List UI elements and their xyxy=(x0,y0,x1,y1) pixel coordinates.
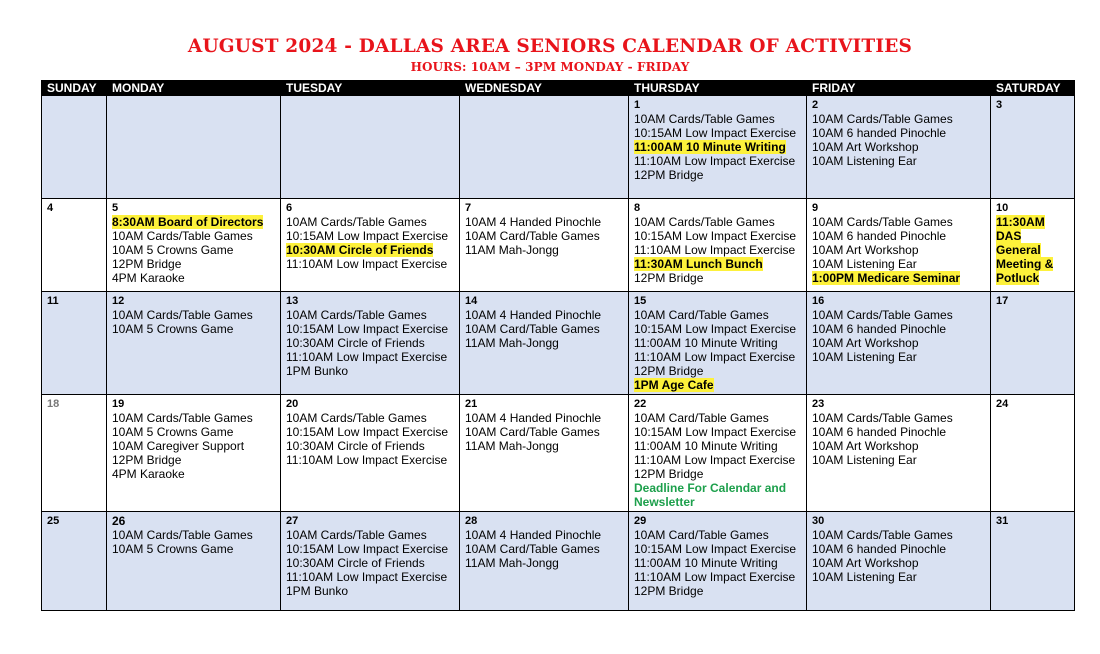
event-item: 10AM Cards/Table Games xyxy=(812,215,953,229)
day-number: 1 xyxy=(634,99,641,111)
day-number: 5 xyxy=(112,202,119,214)
day-number: 21 xyxy=(465,398,478,410)
event-item-highlighted xyxy=(996,215,1069,229)
day-number: 2 xyxy=(812,99,819,111)
event-item-highlighted xyxy=(996,243,1069,257)
event-item: 10:15AM Low Impact Exercise xyxy=(634,126,797,140)
day-cell xyxy=(281,292,460,395)
day-number: 10 xyxy=(996,202,1009,214)
event-item: 10AM Cards/Table Games xyxy=(812,528,953,542)
day-cell xyxy=(991,199,1075,292)
event-item: 11:00AM 10 Minute Writing xyxy=(634,336,778,350)
event-item: 10AM 5 Crowns Game xyxy=(112,243,234,257)
event-item: 11AM Mah-Jongg xyxy=(465,439,559,453)
event-item: 10AM Art Workshop xyxy=(812,243,919,257)
header-tuesday: TUESDAY xyxy=(281,81,460,96)
day-number: 22 xyxy=(634,398,647,410)
event-item: 10AM Card/Table Games xyxy=(634,411,769,425)
event-item: 10AM 5 Crowns Game xyxy=(112,425,234,439)
day-number: 31 xyxy=(996,515,1009,527)
day-cell xyxy=(42,292,107,395)
week-row xyxy=(42,395,1075,512)
event-highlight-text: 1PM Age Cafe xyxy=(634,378,714,392)
event-item: 12PM Bridge xyxy=(634,467,704,481)
event-item-highlighted xyxy=(996,229,1069,243)
day-cell xyxy=(42,512,107,611)
day-cell xyxy=(991,96,1075,199)
event-item: 11:10AM Low Impact Exercise xyxy=(286,257,448,271)
day-cell xyxy=(42,199,107,292)
event-item: 10:30AM Circle of Friends xyxy=(286,336,425,350)
day-number: 15 xyxy=(634,295,647,307)
event-item: 10:15AM Low Impact Exercise xyxy=(634,425,797,439)
event-item: 10:15AM Low Impact Exercise xyxy=(634,229,797,243)
day-cell xyxy=(460,199,629,292)
event-item: 10AM Listening Ear xyxy=(812,570,917,584)
event-item: 10AM Art Workshop xyxy=(812,439,919,453)
event-item: 10AM 4 Handed Pinochle xyxy=(465,215,602,229)
event-item: 4PM Karaoke xyxy=(112,271,185,285)
event-item-highlighted xyxy=(996,271,1069,285)
event-highlight-text: 11:00AM 10 Minute Writing xyxy=(634,140,786,154)
day-cell xyxy=(107,292,281,395)
event-item: 1PM Bunko xyxy=(286,584,349,598)
event-item: 11:10AM Low Impact Exercise xyxy=(286,453,448,467)
day-number: 19 xyxy=(112,398,125,410)
day-number: 16 xyxy=(812,295,825,307)
day-number: 6 xyxy=(286,202,293,214)
event-item: 10AM Card/Table Games xyxy=(634,308,769,322)
event-item: 10AM Art Workshop xyxy=(812,140,919,154)
event-item: 11:10AM Low Impact Exercise xyxy=(634,243,796,257)
day-cell xyxy=(629,96,807,199)
event-item: 11:10AM Low Impact Exercise xyxy=(634,453,796,467)
event-item: 10AM 4 Handed Pinochle xyxy=(465,528,602,542)
event-item: 10AM Cards/Table Games xyxy=(812,411,953,425)
event-item: 10AM 6 handed Pinochle xyxy=(812,322,947,336)
day-cell xyxy=(107,96,281,199)
header-sunday: SUNDAY xyxy=(42,81,107,96)
header-wednesday: WEDNESDAY xyxy=(460,81,629,96)
day-number: 20 xyxy=(286,398,299,410)
event-item: 11:00AM 10 Minute Writing xyxy=(634,556,778,570)
week-row xyxy=(42,199,1075,292)
event-highlight-text: DAS xyxy=(996,229,1022,243)
weekday-header-row xyxy=(42,81,1075,96)
event-item: 10AM 6 handed Pinochle xyxy=(812,425,947,439)
event-item: 10AM 6 handed Pinochle xyxy=(812,229,947,243)
header-friday: FRIDAY xyxy=(807,81,991,96)
event-item: 10AM Cards/Table Games xyxy=(286,215,427,229)
day-cell xyxy=(42,96,107,199)
day-cell xyxy=(281,96,460,199)
event-item: 10AM Cards/Table Games xyxy=(112,411,253,425)
event-item-highlighted xyxy=(812,271,985,285)
event-highlight-text: 11:30AM xyxy=(996,215,1045,229)
event-item-highlighted xyxy=(286,243,454,257)
day-number: 17 xyxy=(996,295,1009,307)
event-item: 10:30AM Circle of Friends xyxy=(286,439,425,453)
event-item: 10AM Listening Ear xyxy=(812,350,917,364)
event-highlight-text: Potluck xyxy=(996,271,1040,285)
day-cell xyxy=(281,395,460,512)
event-item-highlighted xyxy=(634,257,801,271)
day-cell xyxy=(991,395,1075,512)
event-item: 11AM Mah-Jongg xyxy=(465,556,559,570)
day-number: 27 xyxy=(286,515,299,527)
event-item: 4PM Karaoke xyxy=(112,467,185,481)
event-item: 12PM Bridge xyxy=(112,453,182,467)
day-cell xyxy=(991,512,1075,611)
day-cell xyxy=(460,96,629,199)
day-cell xyxy=(107,512,281,611)
day-number: 8 xyxy=(634,202,641,214)
event-item-highlighted xyxy=(112,215,275,229)
event-item: 10AM Cards/Table Games xyxy=(634,215,775,229)
event-item: 10AM Art Workshop xyxy=(812,556,919,570)
event-item: 10AM Listening Ear xyxy=(812,257,917,271)
event-item: 10AM Cards/Table Games xyxy=(286,411,427,425)
event-item: 10AM Card/Table Games xyxy=(465,542,600,556)
event-item-highlighted xyxy=(634,140,801,154)
event-item: 12PM Bridge xyxy=(112,257,182,271)
page-title: AUGUST 2024 - DALLAS AREA SENIORS CALENDAR OF ACTIVITIES xyxy=(187,36,913,57)
day-number: 14 xyxy=(465,295,478,307)
header-saturday: SATURDAY xyxy=(991,81,1075,96)
day-cell xyxy=(807,199,991,292)
day-number: 13 xyxy=(286,295,299,307)
event-item: 10AM Listening Ear xyxy=(812,453,917,467)
event-item: 10AM Card/Table Games xyxy=(465,322,600,336)
event-item: 11:10AM Low Impact Exercise xyxy=(286,350,448,364)
event-highlight-text: Meeting & xyxy=(996,257,1054,271)
event-item: 11:10AM Low Impact Exercise xyxy=(634,570,796,584)
event-item: 11:00AM 10 Minute Writing xyxy=(634,439,778,453)
day-cell xyxy=(281,199,460,292)
day-number: 26 xyxy=(112,514,126,528)
event-highlight-text: 1:00PM Medicare Seminar xyxy=(812,271,961,285)
day-cell xyxy=(629,512,807,611)
day-cell xyxy=(460,395,629,512)
day-number: 28 xyxy=(465,515,478,527)
event-item: 11:10AM Low Impact Exercise xyxy=(286,570,448,584)
event-item: 10AM 5 Crowns Game xyxy=(112,542,234,556)
event-item: 10AM Cards/Table Games xyxy=(112,528,253,542)
event-item: 10AM Card/Table Games xyxy=(465,229,600,243)
day-number: 24 xyxy=(996,398,1009,410)
event-highlight-text: 10:30AM Circle of Friends xyxy=(286,243,434,257)
day-cell xyxy=(807,292,991,395)
event-item: 10AM Cards/Table Games xyxy=(112,229,253,243)
day-cell xyxy=(629,395,807,512)
event-item: 10AM Cards/Table Games xyxy=(812,308,953,322)
event-item: 10AM Cards/Table Games xyxy=(286,528,427,542)
header-thursday: THURSDAY xyxy=(629,81,807,96)
event-item: 10AM Cards/Table Games xyxy=(286,308,427,322)
event-item: 10AM Cards/Table Games xyxy=(634,112,775,126)
event-item: 12PM Bridge xyxy=(634,271,704,285)
event-item: 10AM Card/Table Games xyxy=(634,528,769,542)
event-item: 10AM Card/Table Games xyxy=(465,425,600,439)
event-item: 10AM Cards/Table Games xyxy=(112,308,253,322)
day-number: 9 xyxy=(812,202,819,214)
event-item: 10AM Cards/Table Games xyxy=(812,112,953,126)
event-item: 10AM 5 Crowns Game xyxy=(112,322,234,336)
event-item: 10AM 4 Handed Pinochle xyxy=(465,308,602,322)
day-cell xyxy=(107,395,281,512)
event-item: 10:15AM Low Impact Exercise xyxy=(634,542,797,556)
day-number: 18 xyxy=(47,398,60,410)
hours-subtitle: HOURS: 10AM – 3PM MONDAY - FRIDAY xyxy=(410,60,690,74)
day-cell xyxy=(107,199,281,292)
event-item-highlighted xyxy=(996,257,1069,271)
day-number: 4 xyxy=(47,202,54,214)
event-item-highlighted xyxy=(634,378,801,392)
day-cell xyxy=(460,292,629,395)
day-cell xyxy=(991,292,1075,395)
event-highlight-text: 8:30AM Board of Directors xyxy=(112,215,264,229)
day-cell xyxy=(807,96,991,199)
day-number: 30 xyxy=(812,515,825,527)
day-number: 23 xyxy=(812,398,825,410)
day-cell xyxy=(807,395,991,512)
event-item: 10:15AM Low Impact Exercise xyxy=(286,542,449,556)
day-number: 3 xyxy=(996,99,1003,111)
calendar-table xyxy=(41,80,1075,611)
event-item: 11AM Mah-Jongg xyxy=(465,243,559,257)
day-number: 12 xyxy=(112,295,125,307)
event-item: 10AM 6 handed Pinochle xyxy=(812,542,947,556)
event-item: 12PM Bridge xyxy=(634,168,704,182)
event-highlight-text: General xyxy=(996,243,1041,257)
event-item: 10:15AM Low Impact Exercise xyxy=(286,425,449,439)
day-cell xyxy=(460,512,629,611)
header-monday: MONDAY xyxy=(107,81,281,96)
day-cell xyxy=(629,199,807,292)
event-item: 12PM Bridge xyxy=(634,364,704,378)
day-number: 7 xyxy=(465,202,472,214)
event-item: 11:10AM Low Impact Exercise xyxy=(634,350,796,364)
week-row xyxy=(42,292,1075,395)
event-item: 10AM Listening Ear xyxy=(812,154,917,168)
calendar-body xyxy=(42,96,1075,611)
event-item: 10AM 4 Handed Pinochle xyxy=(465,411,602,425)
event-highlight-text: 11:30AM Lunch Bunch xyxy=(634,257,763,271)
event-item: 10AM 6 handed Pinochle xyxy=(812,126,947,140)
week-row xyxy=(42,512,1075,611)
event-item: 10AM Art Workshop xyxy=(812,336,919,350)
day-cell xyxy=(807,512,991,611)
event-item: 10:15AM Low Impact Exercise xyxy=(634,322,797,336)
event-item: 10:15AM Low Impact Exercise xyxy=(286,229,449,243)
day-number: 25 xyxy=(47,515,60,527)
day-cell xyxy=(281,512,460,611)
deadline-notice: Deadline For Calendar and Newsletter xyxy=(634,481,787,509)
day-number: 11 xyxy=(47,295,59,307)
day-number: 29 xyxy=(634,515,647,527)
day-cell xyxy=(629,292,807,395)
event-item: 1PM Bunko xyxy=(286,364,349,378)
event-item: 10AM Caregiver Support xyxy=(112,439,245,453)
event-item: 11:10AM Low Impact Exercise xyxy=(634,154,796,168)
week-row xyxy=(42,96,1075,199)
event-item: 10:30AM Circle of Friends xyxy=(286,556,425,570)
event-item: 12PM Bridge xyxy=(634,584,704,598)
event-item: 10:15AM Low Impact Exercise xyxy=(286,322,449,336)
event-item: 11AM Mah-Jongg xyxy=(465,336,559,350)
day-cell xyxy=(42,395,107,512)
